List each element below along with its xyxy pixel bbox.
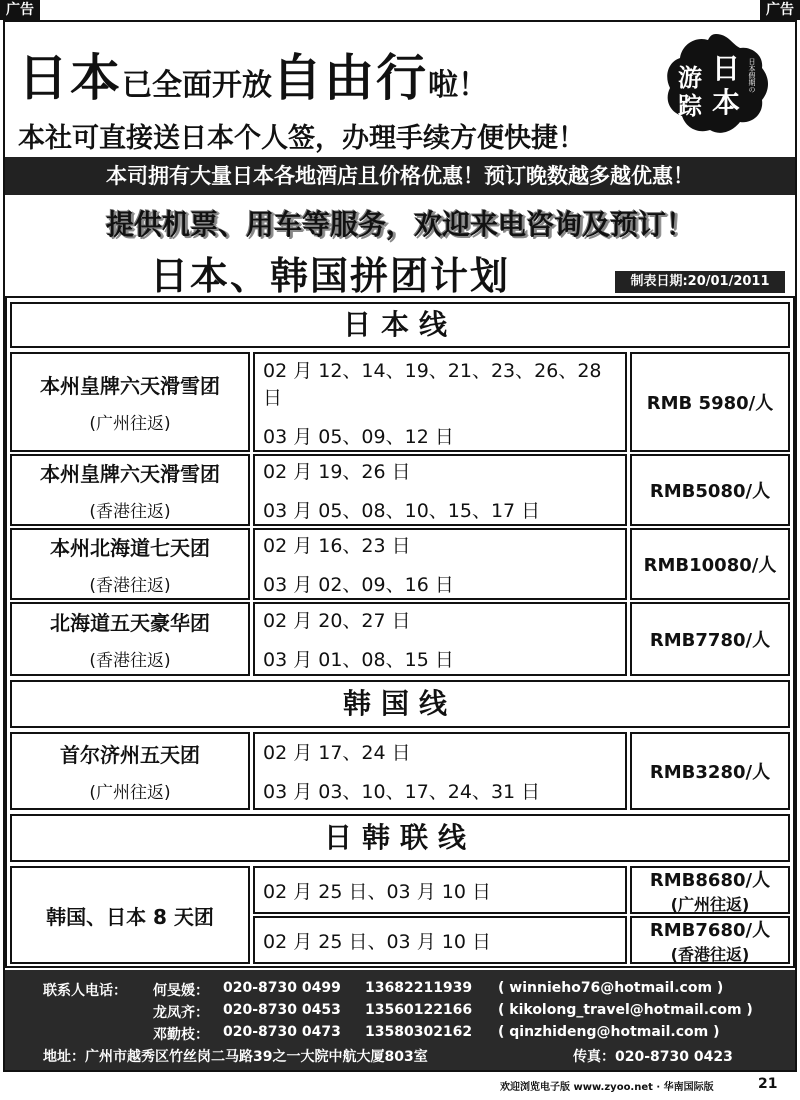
ad-label-left: 广告 (0, 0, 40, 20)
tour-dates-mar: 03 月 01、08、15 日 (263, 649, 454, 671)
section-japan: 日本线 (10, 302, 790, 348)
contact-mobile: 13682211939 (365, 980, 473, 996)
contact-name: 邓勤枝： (153, 1027, 209, 1043)
agency-logo (660, 28, 772, 140)
tour-name: 本州皇牌六天滑雪团 (40, 462, 220, 486)
headline-open: 已全面开放 (122, 68, 272, 103)
tour-name-cell (10, 866, 250, 964)
tour-dates-feb: 02 月 19、26 日 (263, 461, 411, 483)
tour-dates-cell (253, 916, 627, 964)
tour-price: RMB7680/人 (649, 919, 771, 941)
tour-price: RMB5080/人 (649, 481, 771, 502)
headline (18, 38, 488, 110)
contact-email: ( qinzhideng@hotmail.com ) (498, 1024, 720, 1040)
contact-email: ( kikolong_travel@hotmail.com ) (498, 1002, 753, 1018)
tour-dates-mar: 03 月 05、09、12 日 (263, 425, 454, 448)
contact-footer (5, 970, 795, 1070)
contact-phone: 020-8730 0453 (223, 1002, 341, 1018)
tour-dates-cell (253, 866, 627, 914)
page-number: 21 (758, 1076, 778, 1092)
tour-dates: 02 月 25 日、03 月 10 日 (263, 880, 491, 903)
tour-name-cell (10, 528, 250, 600)
tour-dates-feb: 02 月 12、14、19、21、23、26、28 日 (263, 359, 602, 409)
headline-free-travel: 自由行 (272, 49, 428, 107)
tour-price-cell (630, 454, 790, 526)
tour-price-cell (630, 352, 790, 452)
tour-dates-mar: 03 月 02、09、16 日 (263, 574, 454, 596)
tour-route: (香港往返) (670, 944, 750, 964)
section-japan-korea: 日韩联线 (10, 814, 790, 862)
contact-phone: 020-8730 0499 (223, 980, 341, 996)
tour-name: 本州皇牌六天滑雪团 (40, 374, 220, 398)
tour-price: RMB3280/人 (649, 762, 771, 783)
tour-dates-cell (253, 454, 627, 526)
logo-char-4: 本 (712, 86, 741, 119)
contact-email: ( winnieho76@hotmail.com ) (498, 980, 724, 996)
tour-route: (香港往返) (89, 502, 171, 522)
tour-dates-mar: 03 月 03、10、17、24、31 日 (263, 781, 541, 803)
headline-visa: 本社可直接送日本个人签，办理手续方便快捷！ (18, 123, 585, 154)
tour-price-cell (630, 866, 790, 914)
tour-route: (香港往返) (89, 576, 171, 596)
logo-char-1: 游 (678, 64, 702, 92)
logo-char-3: 踪 (678, 92, 702, 120)
tour-price: RMB10080/人 (643, 555, 777, 576)
address: 地址：广州市越秀区竹丝岗二马路39之一大院中航大厦803室 (43, 1049, 428, 1065)
tour-dates-mar: 03 月 05、08、10、15、17 日 (263, 500, 541, 522)
headline-end: 啦！ (428, 68, 488, 103)
tour-price: RMB8680/人 (649, 869, 771, 891)
tour-name-cell (10, 454, 250, 526)
tour-name: 北海道五天豪华团 (50, 611, 210, 635)
tour-name: 韩国、日本 8 天团 (46, 904, 214, 929)
tour-dates-feb: 02 月 17、24 日 (263, 742, 411, 764)
table-date: 制表日期:20/01/2011 (615, 271, 785, 293)
tour-name: 首尔济州五天团 (60, 743, 200, 767)
tour-dates: 02 月 25 日、03 月 10 日 (263, 930, 491, 953)
tour-name: 本州北海道七天团 (50, 536, 210, 560)
contact-mobile: 13560122166 (365, 1002, 473, 1018)
section-korea: 韩国线 (10, 680, 790, 728)
tour-dates-cell (253, 528, 627, 600)
tour-route: (广州往返) (670, 894, 750, 914)
logo-side-text: 日本假期の (748, 58, 756, 93)
contact-phone: 020-8730 0473 (223, 1024, 341, 1040)
ad-label-right: 广告 (760, 0, 800, 20)
tour-price-cell (630, 732, 790, 810)
fax: 传真：020-8730 0423 (573, 1049, 733, 1065)
tour-price-cell (630, 916, 790, 964)
contact-mobile: 13580302162 (365, 1024, 473, 1040)
services-banner: 提供机票、用车等服务，欢迎来电咨询及预订！ (105, 208, 694, 241)
tour-name-cell (10, 602, 250, 676)
contact-label: 联系人电话： (43, 983, 127, 999)
tour-dates-cell (253, 602, 627, 676)
contact-name: 龙凤齐： (153, 1005, 209, 1021)
tour-route: (香港往返) (89, 651, 171, 671)
logo-char-2: 日 (712, 52, 741, 85)
bottom-credit: 欢迎浏览电子版 www.zyoo.net · 华南国际版 (500, 1082, 714, 1093)
tour-price: RMB7780/人 (649, 630, 771, 651)
tour-dates-feb: 02 月 16、23 日 (263, 535, 411, 557)
tour-price: RMB 5980/人 (646, 393, 774, 414)
tour-name-cell (10, 352, 250, 452)
tour-dates-cell (253, 352, 627, 452)
contact-name: 何旻媛： (153, 983, 209, 999)
schedule-table (5, 296, 795, 968)
tour-name-cell (10, 732, 250, 810)
tour-price-cell (630, 602, 790, 676)
tour-price-cell (630, 528, 790, 600)
tour-dates-feb: 02 月 20、27 日 (263, 610, 411, 632)
headline-japan: 日本 (18, 49, 122, 107)
plan-title: 日本、韩国拼团计划 (150, 254, 511, 298)
tour-route: (广州往返) (89, 783, 171, 803)
tour-dates-cell (253, 732, 627, 810)
hotel-promo-band: 本司拥有大量日本各地酒店且价格优惠！预订晚数越多越优惠！ (5, 157, 795, 195)
tour-route: (广州往返) (89, 414, 171, 434)
